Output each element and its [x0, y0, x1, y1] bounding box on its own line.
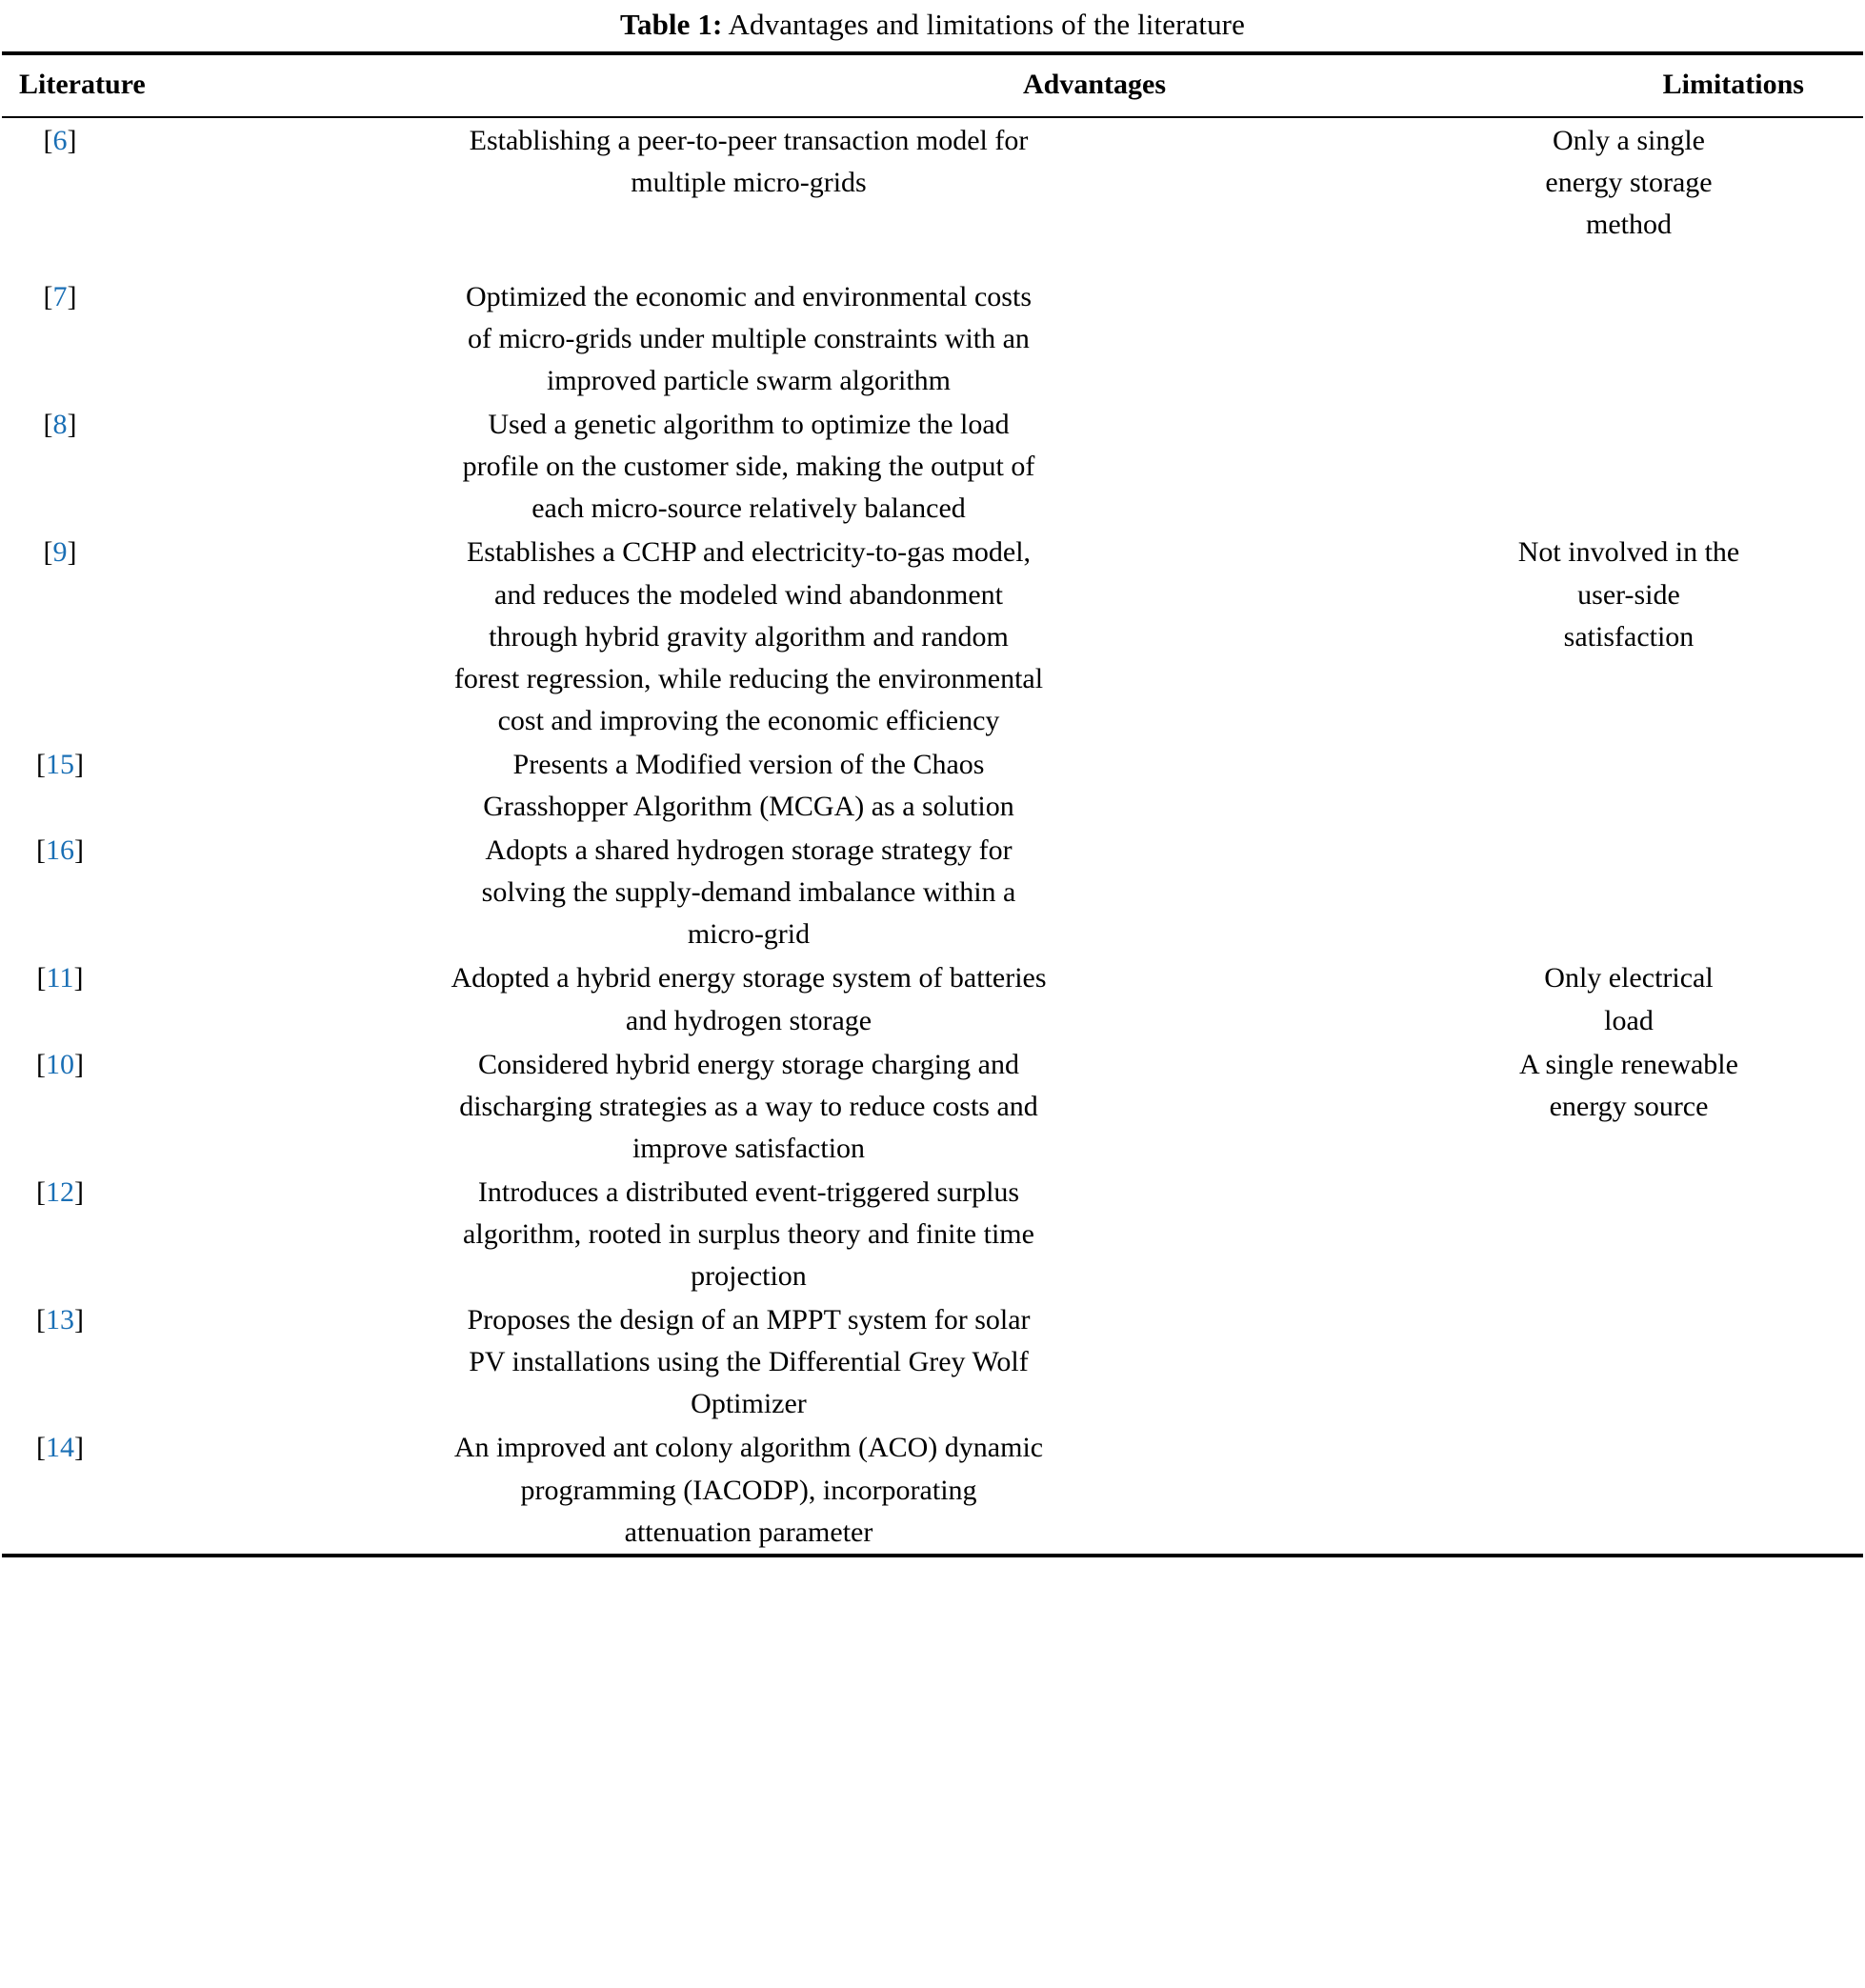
caption-label: Table 1: [620, 8, 723, 41]
advantages-line: profile on the customer side, making the output of [462, 451, 1035, 483]
advantages-line: solving the supply-demand imbalance within a [481, 876, 1016, 909]
limitations-line: Only a single [1553, 124, 1705, 156]
bracket-open: [ [36, 1432, 46, 1464]
advantages-line: Presents a Modified version of the Chaos [512, 748, 985, 780]
cell-literature [2, 530, 192, 741]
cell-limitations [1421, 1170, 1863, 1297]
bracket-open: [ [36, 1304, 46, 1336]
citation-reference[interactable] [36, 1304, 84, 1335]
advantages-line: Optimizer [691, 1388, 807, 1420]
cell-literature [2, 1170, 192, 1297]
bracket-close: ] [67, 280, 77, 312]
advantages-line: micro-grid [687, 918, 811, 951]
cell-advantages [192, 1297, 1421, 1425]
advantages-line: cost and improving the economic efficiency [497, 704, 1000, 736]
citation-number[interactable]: 9 [52, 536, 68, 569]
literature-table [2, 55, 1863, 116]
bracket-open: [ [43, 409, 53, 441]
bracket-open: [ [36, 834, 46, 867]
table-row [2, 118, 1863, 274]
header-row [2, 55, 1863, 116]
cell-literature [2, 742, 192, 828]
citation-number[interactable]: 11 [46, 962, 74, 994]
bracket-close: ] [74, 748, 84, 780]
table-row [2, 402, 1863, 530]
advantages-line: and hydrogen storage [625, 1004, 872, 1036]
bracket-close: ] [73, 962, 84, 994]
citation-reference[interactable] [44, 409, 77, 440]
table-bottom-rule [2, 1554, 1863, 1557]
cell-advantages [192, 118, 1421, 274]
bracket-open: [ [43, 280, 53, 312]
cell-literature [2, 118, 192, 274]
advantages-line: Adopts a shared hydrogen storage strategy for [485, 834, 1013, 867]
advantages-line: Adopted a hybrid energy storage system of batteries [451, 962, 1047, 994]
cell-limitations [1421, 1042, 1863, 1170]
advantages-line: PV installations using the Differential Grey Wolf [469, 1346, 1029, 1378]
advantages-line: Introduces a distributed event-triggered surplus [477, 1175, 1020, 1208]
bracket-close: ] [74, 1432, 84, 1464]
column-header-advantages: Advantages [1022, 68, 1166, 100]
citation-reference[interactable] [44, 125, 77, 156]
advantages-line: Considered hybrid energy storage charging and [478, 1048, 1019, 1080]
advantages-line: forest regression, while reducing the environmental [453, 662, 1044, 694]
table-row [2, 274, 1863, 402]
bracket-close: ] [74, 1175, 84, 1208]
citation-reference[interactable] [44, 536, 77, 568]
citation-number[interactable]: 15 [46, 748, 74, 780]
advantages-line: projection [691, 1260, 807, 1293]
bracket-close: ] [67, 409, 77, 441]
advantages-line: Used a genetic algorithm to optimize the load [488, 409, 1010, 441]
cell-limitations [1421, 955, 1863, 1041]
citation-number[interactable]: 10 [46, 1048, 74, 1080]
citation-number[interactable]: 12 [46, 1175, 74, 1208]
bracket-open: [ [36, 962, 47, 994]
table-row [2, 742, 1863, 828]
limitations-line: Not involved in the [1517, 536, 1740, 569]
cell-literature [2, 828, 192, 955]
advantages-line: algorithm, rooted in surplus theory and finite time [463, 1217, 1034, 1250]
cell-literature [2, 1425, 192, 1553]
table-row [2, 1425, 1863, 1553]
bracket-close: ] [74, 1304, 84, 1336]
advantages-line: improve satisfaction [632, 1132, 866, 1164]
advantages-line: Establishes a CCHP and electricity-to-gas model, [466, 536, 1032, 569]
cell-advantages [192, 828, 1421, 955]
limitations-line: user-side [1577, 578, 1680, 611]
bracket-open: [ [36, 1175, 46, 1208]
advantages-line: of micro-grids under multiple constraints with an [468, 323, 1030, 355]
limitations-line: satisfaction [1563, 620, 1695, 653]
citation-number[interactable]: 7 [52, 280, 68, 312]
citation-reference[interactable] [36, 1049, 84, 1080]
cell-limitations [1421, 1297, 1863, 1425]
advantages-line: Proposes the design of an MPPT system for solar [467, 1304, 1031, 1336]
limitations-line: energy storage [1545, 166, 1713, 198]
cell-literature [2, 402, 192, 530]
citation-number[interactable]: 6 [52, 124, 68, 156]
cell-limitations [1421, 402, 1863, 530]
cell-advantages [192, 955, 1421, 1041]
bracket-close: ] [74, 1048, 84, 1080]
table-row [2, 955, 1863, 1041]
cell-limitations [1421, 742, 1863, 828]
cell-limitations [1421, 530, 1863, 741]
literature-table-body [2, 118, 1863, 1554]
citation-number[interactable]: 8 [52, 409, 68, 441]
cell-literature [2, 955, 192, 1041]
cell-advantages [192, 1425, 1421, 1553]
cell-literature [2, 1297, 192, 1425]
citation-reference[interactable] [36, 749, 84, 780]
limitations-line: method [1586, 208, 1672, 240]
limitations-line: Only electrical [1544, 962, 1714, 994]
cell-limitations [1421, 274, 1863, 402]
limitations-line: load [1604, 1004, 1654, 1036]
cell-advantages [192, 742, 1421, 828]
table-body [2, 118, 1863, 1554]
cell-literature [2, 274, 192, 402]
cell-limitations [1421, 118, 1863, 274]
cell-limitations [1421, 828, 1863, 955]
table-caption [0, 0, 1865, 51]
citation-number[interactable]: 16 [46, 834, 74, 867]
column-header-limitations: Limitations [1662, 68, 1804, 100]
cell-limitations [1421, 1425, 1863, 1553]
caption-text: Advantages and limitations of the literature [728, 8, 1245, 41]
table-header [2, 55, 1863, 116]
cell-literature [2, 1042, 192, 1170]
advantages-line: improved particle swarm algorithm [546, 365, 952, 397]
table-row [2, 828, 1863, 955]
bracket-open: [ [43, 124, 53, 156]
advantages-line: attenuation parameter [624, 1516, 873, 1548]
advantages-line: through hybrid gravity algorithm and random [489, 620, 1009, 653]
citation-number[interactable]: 13 [46, 1304, 74, 1336]
advantages-line: Grasshopper Algorithm (MCGA) as a solution [483, 791, 1014, 823]
bracket-open: [ [36, 1048, 46, 1080]
advantages-line: Optimized the economic and environmental costs [466, 280, 1032, 312]
advantages-line: and reduces the modeled wind abandonment [494, 578, 1003, 611]
limitations-line: energy source [1549, 1090, 1709, 1122]
cell-advantages [192, 1170, 1421, 1297]
advantages-line: programming (IACODP), incorporating [520, 1474, 977, 1506]
cell-advantages [192, 274, 1421, 402]
citation-reference[interactable] [37, 962, 84, 994]
bracket-open: [ [43, 536, 53, 569]
citation-reference[interactable] [44, 281, 77, 312]
limitations-line: A single renewable [1519, 1048, 1738, 1080]
table-row [2, 530, 1863, 741]
advantages-line: discharging strategies as a way to reduce costs and [459, 1090, 1038, 1122]
advantages-line: each micro-source relatively balanced [531, 492, 966, 525]
bracket-close: ] [67, 536, 77, 569]
cell-advantages [192, 402, 1421, 530]
cell-advantages [192, 1042, 1421, 1170]
advantages-line: An improved ant colony algorithm (ACO) dynamic [453, 1432, 1044, 1464]
citation-reference[interactable] [36, 834, 84, 866]
table-row [2, 1297, 1863, 1425]
advantages-line: multiple micro-grids [631, 166, 867, 198]
column-header-literature: Literature [19, 68, 146, 100]
bracket-open: [ [36, 748, 46, 780]
citation-number[interactable]: 14 [46, 1432, 74, 1464]
citation-reference[interactable] [36, 1432, 84, 1463]
advantages-line: Establishing a peer-to-peer transaction model for [469, 124, 1029, 156]
table-row [2, 1042, 1863, 1170]
table-row [2, 1170, 1863, 1297]
bracket-close: ] [67, 124, 77, 156]
cell-advantages [192, 530, 1421, 741]
citation-reference[interactable] [36, 1176, 84, 1208]
bracket-close: ] [74, 834, 84, 867]
